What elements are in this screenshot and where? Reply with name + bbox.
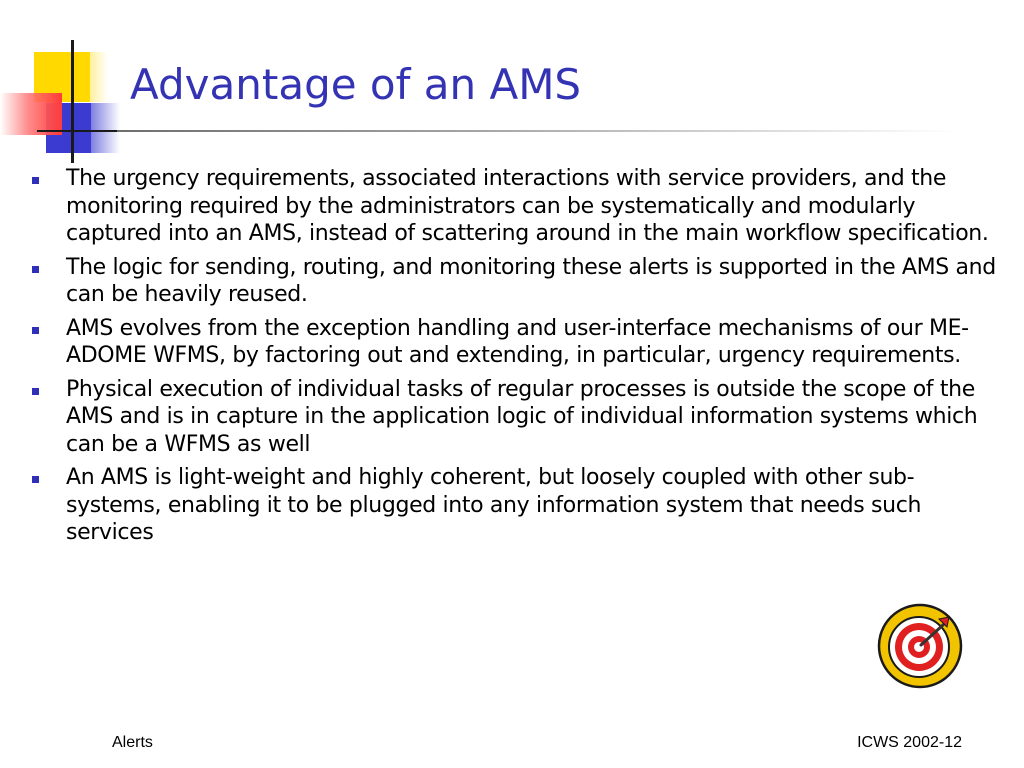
bullet-text: Physical execution of individual tasks of regular processes is outside the scope of the AMS and is in capture in the application logic of individual information systems which can be a WFMS as well <box>66 376 978 457</box>
bullet-item <box>30 165 1005 248</box>
title-underline <box>117 130 957 132</box>
square-bullet-icon <box>32 266 39 273</box>
bullet-list <box>30 165 1005 553</box>
target-dart-icon <box>877 603 963 689</box>
bullet-text: The urgency requirements, associated interactions with service providers, and the monitoring required by the administrators can be systematically and modularly captured into an AMS, instead of scattering around in the main workflow specification. <box>66 166 989 246</box>
blue-square-fade <box>78 103 120 153</box>
yellow-square-fade <box>68 52 108 102</box>
square-bullet-icon <box>32 476 39 483</box>
bullet-item <box>30 254 1005 309</box>
square-bullet-icon <box>32 327 39 334</box>
bullet-text: The logic for sending, routing, and monitoring these alerts is supported in the AMS and can be heavily reused. <box>66 254 996 307</box>
red-square <box>0 93 62 135</box>
vertical-rule <box>71 40 74 163</box>
square-bullet-icon <box>32 177 39 184</box>
footer-right-label: ICWS 2002-12 <box>857 734 962 751</box>
bullet-item <box>30 376 1005 459</box>
corner-logo-icon <box>0 0 140 165</box>
horizontal-rule <box>37 130 117 132</box>
bullet-text: AMS evolves from the exception handling and user-interface mechanisms of our ME-ADOME WFMS, by factoring out and extending, in particular, urgency requirements. <box>66 315 969 368</box>
footer-left-label: Alerts <box>112 734 153 751</box>
bullet-text: An AMS is light-weight and highly coherent, but loosely coupled with other sub-systems, enabling it to be plugged into any information system that needs such services <box>66 465 922 545</box>
square-bullet-icon <box>32 388 39 395</box>
slide-title: Advantage of an AMS <box>130 60 582 109</box>
bullet-item <box>30 464 1005 547</box>
bullet-item <box>30 315 1005 370</box>
